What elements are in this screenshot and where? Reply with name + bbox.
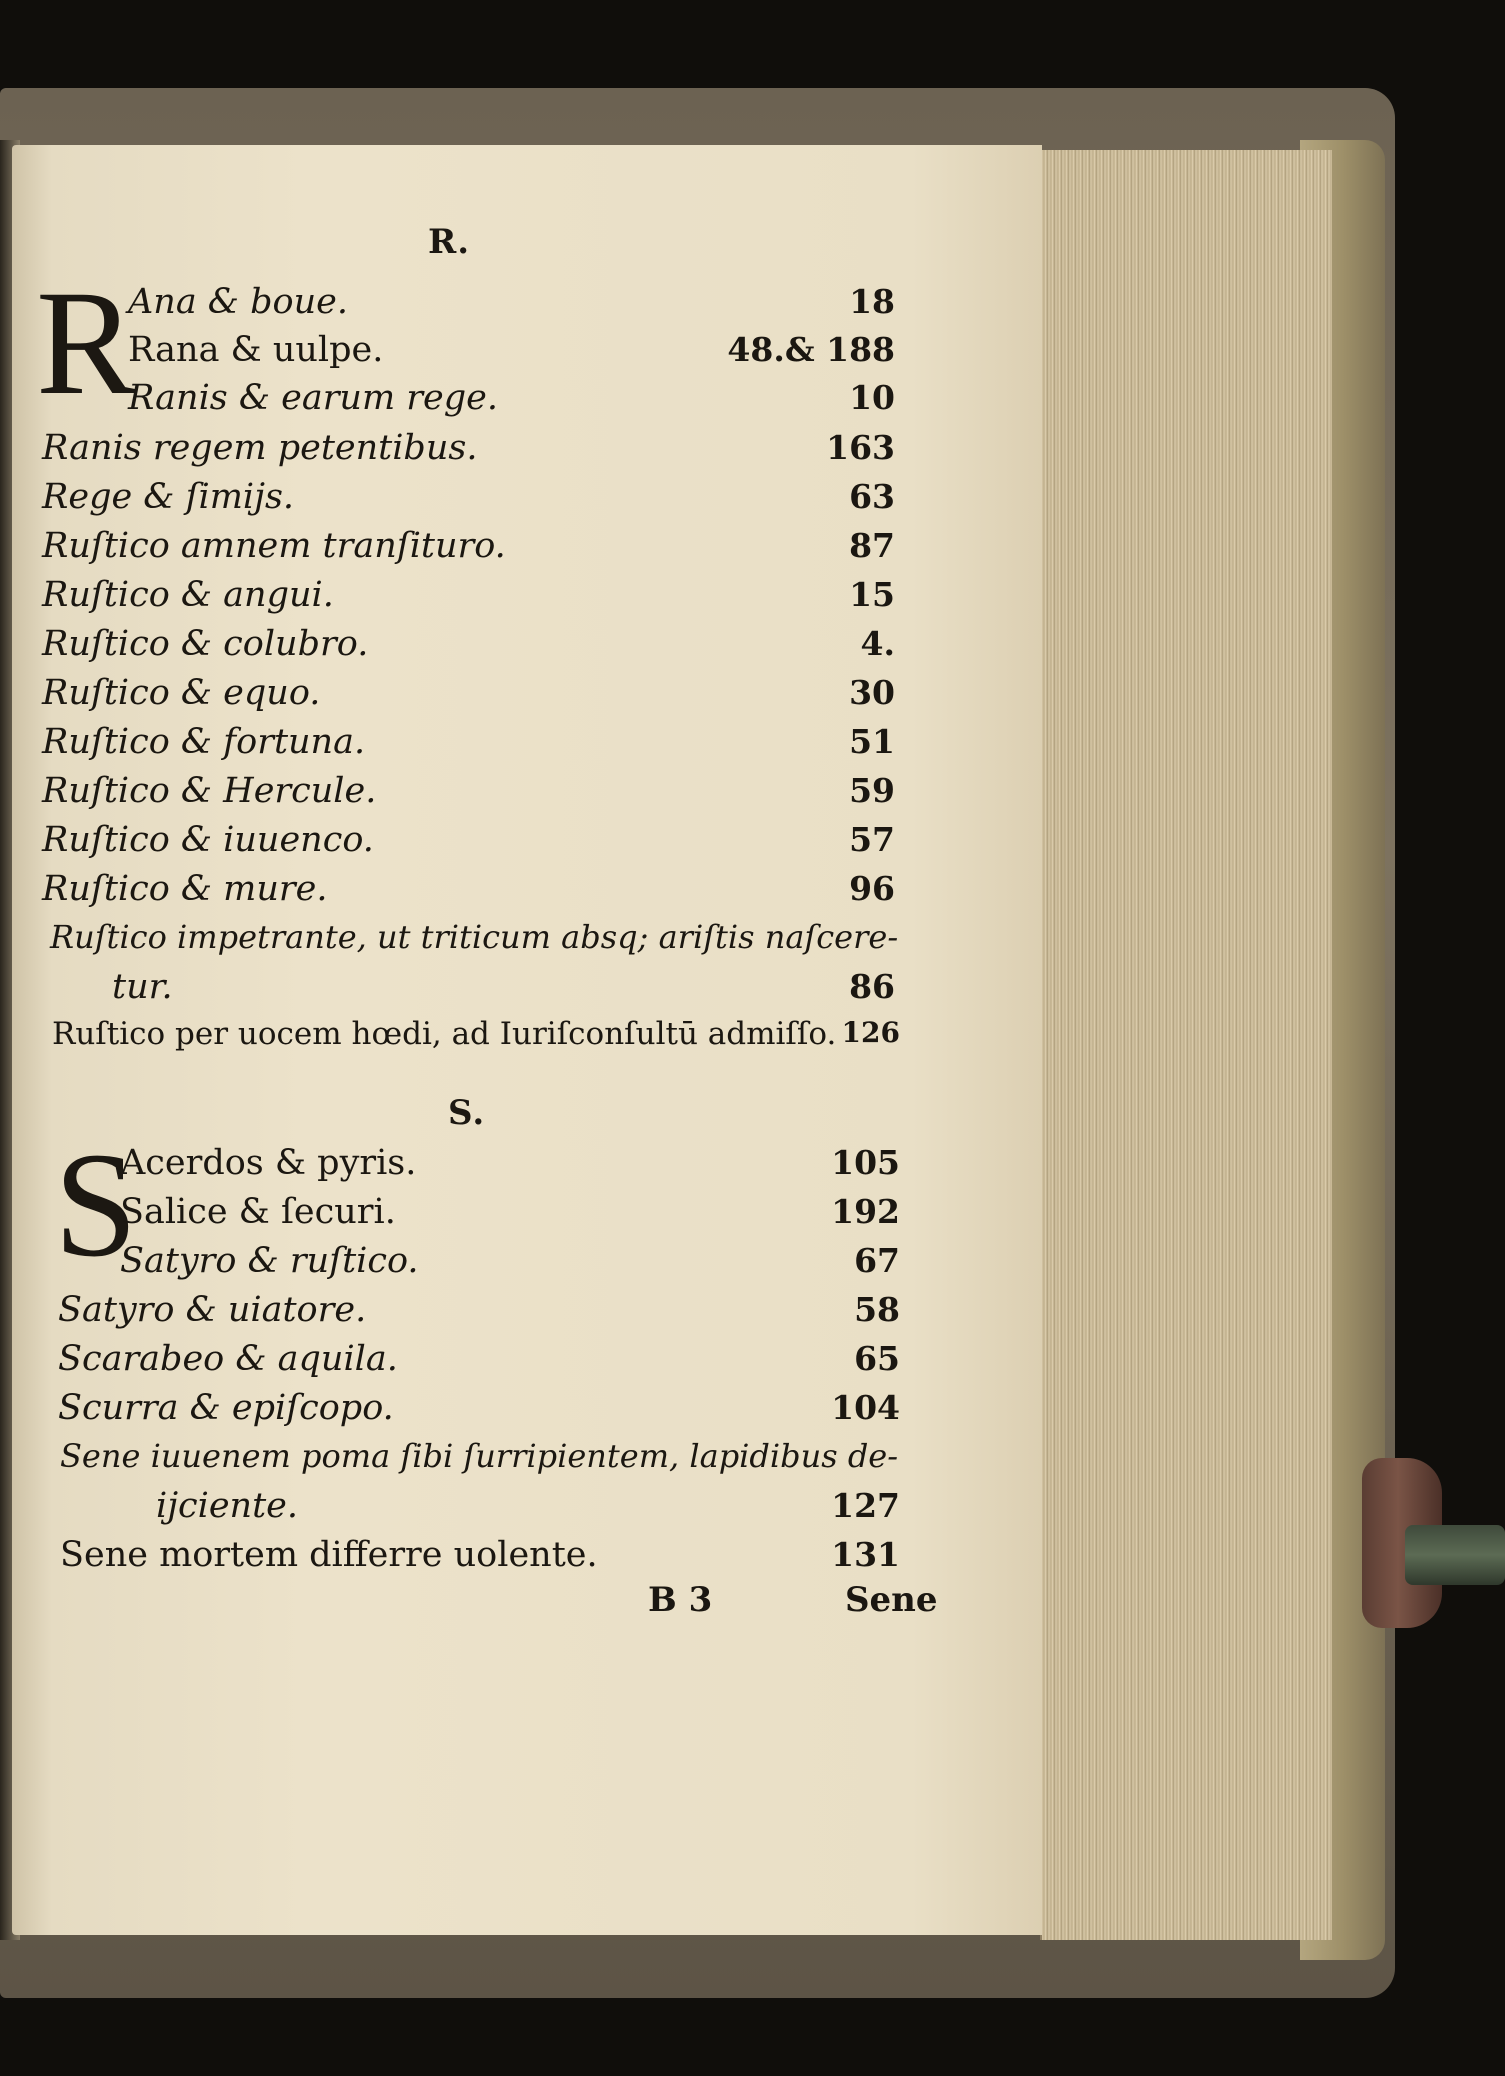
index-entry: Rana & uulpe. xyxy=(128,330,384,370)
index-entry: Ruſtico amnem tranſituro. xyxy=(42,526,506,566)
index-entry-continuation: tur. xyxy=(112,967,173,1007)
index-entry: Scurra & epiſcopo. xyxy=(58,1388,394,1428)
page-number: 163 xyxy=(826,428,895,467)
page-number: 59 xyxy=(849,771,895,810)
index-entry: Ruſtico & equo. xyxy=(42,673,321,713)
section-heading-r: R. xyxy=(428,222,471,262)
index-entry: Satyro & ruſtico. xyxy=(120,1241,419,1281)
page-number: 18 xyxy=(849,282,895,321)
page-number: 126 xyxy=(841,1016,900,1049)
page-number: 105 xyxy=(831,1143,900,1182)
index-entry: Rege & ſimijs. xyxy=(42,477,295,517)
index-entry: Ranis regem petentibus. xyxy=(42,428,478,468)
dropcap-r: R xyxy=(36,260,137,426)
index-entry: Sene iuuenem poma ſibi ſurripientem, lapidibus de- xyxy=(60,1437,899,1475)
index-entry: Ruſtico per uocem hœdi, ad Iuriſconſultū admiſſo. xyxy=(52,1016,837,1052)
index-entry: Salice & ſecuri. xyxy=(120,1192,396,1232)
index-entry: Ranis & earum rege. xyxy=(128,378,498,418)
index-entry: Ruſtico & colubro. xyxy=(42,624,369,664)
index-entry: Ruſtico & iuuenco. xyxy=(42,820,374,860)
page-number: 57 xyxy=(849,820,895,859)
page-number: 4. xyxy=(860,624,895,663)
catchword: Sene xyxy=(845,1580,938,1620)
index-entry: Ruſtico & angui. xyxy=(42,575,334,615)
page-number: 48.& 188 xyxy=(727,330,895,369)
index-entry: Satyro & uiatore. xyxy=(58,1290,367,1330)
index-entry: Ruſtico & fortuna. xyxy=(42,722,366,762)
page-number: 10 xyxy=(849,378,895,417)
index-entry: Ruſtico & Hercule. xyxy=(42,771,377,811)
page-block-edge xyxy=(1040,150,1332,1940)
page-number: 51 xyxy=(849,722,895,761)
page-number: 67 xyxy=(854,1241,900,1280)
page-number: 127 xyxy=(831,1486,900,1525)
page-number: 104 xyxy=(831,1388,900,1427)
page-number: 63 xyxy=(849,477,895,516)
page-number: 87 xyxy=(849,526,895,565)
index-entry: Ana & boue. xyxy=(128,282,348,322)
clasp-metal xyxy=(1405,1525,1505,1585)
index-entry-continuation: ijciente. xyxy=(156,1486,298,1526)
index-entry: Scarabeo & aquila. xyxy=(58,1339,398,1379)
page-number: 96 xyxy=(849,869,895,908)
signature-mark: B 3 xyxy=(648,1580,713,1620)
index-entry: Acerdos & pyris. xyxy=(120,1143,417,1183)
index-entry: Ruſtico & mure. xyxy=(42,869,328,909)
page-number: 58 xyxy=(854,1290,900,1329)
page-number: 86 xyxy=(849,967,895,1006)
page-number: 65 xyxy=(854,1339,900,1378)
section-heading-s: S. xyxy=(448,1093,486,1133)
page-number: 131 xyxy=(831,1535,900,1574)
page-number: 30 xyxy=(849,673,895,712)
index-entry: Ruſtico impetrante, ut triticum absq; ariſtis naſcere- xyxy=(50,918,899,956)
dropcap-s: S xyxy=(54,1122,138,1288)
page-number: 15 xyxy=(849,575,895,614)
page-number: 192 xyxy=(831,1192,900,1231)
index-entry: Sene mortem differre uolente. xyxy=(60,1535,598,1575)
